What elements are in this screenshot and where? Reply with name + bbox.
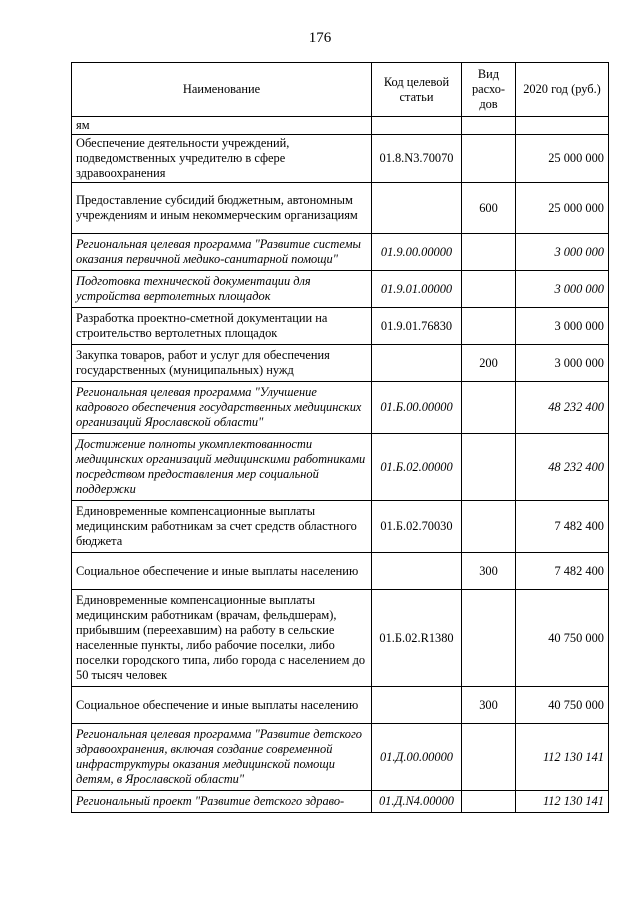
row-kind-cell — [462, 271, 516, 308]
table-row — [72, 553, 609, 590]
row-code-cell: 01.8.N3.70070 — [372, 135, 462, 183]
row-name-cell: Закупка товаров, работ и услуг для обеспечения государственных (муниципальных) нужд — [72, 345, 372, 382]
table-row — [72, 434, 609, 501]
row-code-cell: 01.9.01.00000 — [372, 271, 462, 308]
row-amount-cell: 25 000 000 — [516, 183, 609, 234]
row-code-cell — [372, 345, 462, 382]
row-code-cell — [372, 117, 462, 135]
row-kind-cell — [462, 791, 516, 813]
row-amount-cell — [516, 117, 609, 135]
table-row — [72, 234, 609, 271]
row-name-cell: Социальное обеспечение и иные выплаты населению — [72, 553, 372, 590]
row-name-cell: Социальное обеспечение и иные выплаты населению — [72, 687, 372, 724]
row-code-cell — [372, 687, 462, 724]
header-code: Код целевой статьи — [372, 63, 462, 117]
row-kind-cell — [462, 501, 516, 553]
row-kind-cell — [462, 308, 516, 345]
row-code-cell: 01.Б.02.70030 — [372, 501, 462, 553]
header-amount: 2020 год (руб.) — [516, 63, 609, 117]
table-row — [72, 687, 609, 724]
row-amount-cell: 7 482 400 — [516, 553, 609, 590]
row-amount-cell: 48 232 400 — [516, 434, 609, 501]
row-code-cell: 01.9.00.00000 — [372, 234, 462, 271]
row-code-cell: 01.9.01.76830 — [372, 308, 462, 345]
table-row — [72, 590, 609, 687]
row-name-cell: Обеспечение деятельности учреждений, подведомственных учредителю в сфере здравоохранения — [72, 135, 372, 183]
row-amount-cell: 48 232 400 — [516, 382, 609, 434]
row-name-cell: Достижение полноты укомплектованности медицинских организаций медицинскими работниками посредством предоставления мер социальной поддержки — [72, 434, 372, 501]
row-kind-cell — [462, 382, 516, 434]
row-name-cell: Единовременные компенсационные выплаты медицинским работникам за счет средств областного бюджета — [72, 501, 372, 553]
row-amount-cell: 25 000 000 — [516, 135, 609, 183]
row-kind-cell: 600 — [462, 183, 516, 234]
row-amount-cell: 3 000 000 — [516, 345, 609, 382]
row-amount-cell: 3 000 000 — [516, 271, 609, 308]
row-kind-cell — [462, 590, 516, 687]
table-header-row — [72, 63, 609, 117]
row-amount-cell: 112 130 141 — [516, 724, 609, 791]
table-body — [72, 117, 609, 813]
row-name-cell: Разработка проектно-сметной документации на строительство вертолетных площадок — [72, 308, 372, 345]
table-row — [72, 501, 609, 553]
table-row — [72, 308, 609, 345]
row-name-cell: Региональная целевая программа "Улучшение кадрового обеспечения государственных медицинских организаций Ярославской области" — [72, 382, 372, 434]
row-name-cell: Региональная целевая программа "Развитие детского здравоохранения, включая создание современной инфраструктуры оказания медицинской помощи детям, в Ярославской области" — [72, 724, 372, 791]
row-kind-cell: 300 — [462, 687, 516, 724]
page-number: 176 — [308, 30, 332, 46]
row-name-cell: Предоставление субсидий бюджетным, автономным учреждениям и иным некоммерческим организациям — [72, 183, 372, 234]
row-amount-cell: 40 750 000 — [516, 590, 609, 687]
row-kind-cell — [462, 234, 516, 271]
row-code-cell — [372, 553, 462, 590]
table-row — [72, 135, 609, 183]
row-name-cell: Региональная целевая программа "Развитие системы оказания первичной медико-санитарной помощи" — [72, 234, 372, 271]
row-code-cell: 01.Б.02.R1380 — [372, 590, 462, 687]
row-amount-cell: 3 000 000 — [516, 234, 609, 271]
row-name-cell: Региональный проект "Развитие детского здраво- — [72, 791, 372, 813]
row-kind-cell — [462, 117, 516, 135]
row-amount-cell: 3 000 000 — [516, 308, 609, 345]
row-kind-cell: 200 — [462, 345, 516, 382]
header-kind: Вид расхо-дов — [462, 63, 516, 117]
table-row — [72, 382, 609, 434]
row-amount-cell: 40 750 000 — [516, 687, 609, 724]
table-row — [72, 724, 609, 791]
table-row — [72, 791, 609, 813]
table-row — [72, 183, 609, 234]
row-name-cell: Единовременные компенсационные выплаты медицинским работникам (врачам, фельдшерам), прибывшим (переехавшим) на работу в сельские населенные пункты, либо рабочие поселки, либо поселки городского типа, либо города с населением до 50 тысяч человек — [72, 590, 372, 687]
row-code-cell: 01.Д.N4.00000 — [372, 791, 462, 813]
row-name-cell: Подготовка технической документации для устройства вертолетных площадок — [72, 271, 372, 308]
row-amount-cell: 112 130 141 — [516, 791, 609, 813]
table-row — [72, 345, 609, 382]
row-kind-cell — [462, 724, 516, 791]
row-name-cell: ям — [72, 117, 372, 135]
header-name: Наименование — [72, 63, 372, 117]
row-code-cell — [372, 183, 462, 234]
row-code-cell: 01.Д.00.00000 — [372, 724, 462, 791]
table-row — [72, 117, 609, 135]
budget-table — [71, 62, 609, 813]
table-row — [72, 271, 609, 308]
row-code-cell: 01.Б.00.00000 — [372, 382, 462, 434]
row-code-cell: 01.Б.02.00000 — [372, 434, 462, 501]
row-kind-cell — [462, 135, 516, 183]
row-kind-cell — [462, 434, 516, 501]
row-amount-cell: 7 482 400 — [516, 501, 609, 553]
row-kind-cell: 300 — [462, 553, 516, 590]
